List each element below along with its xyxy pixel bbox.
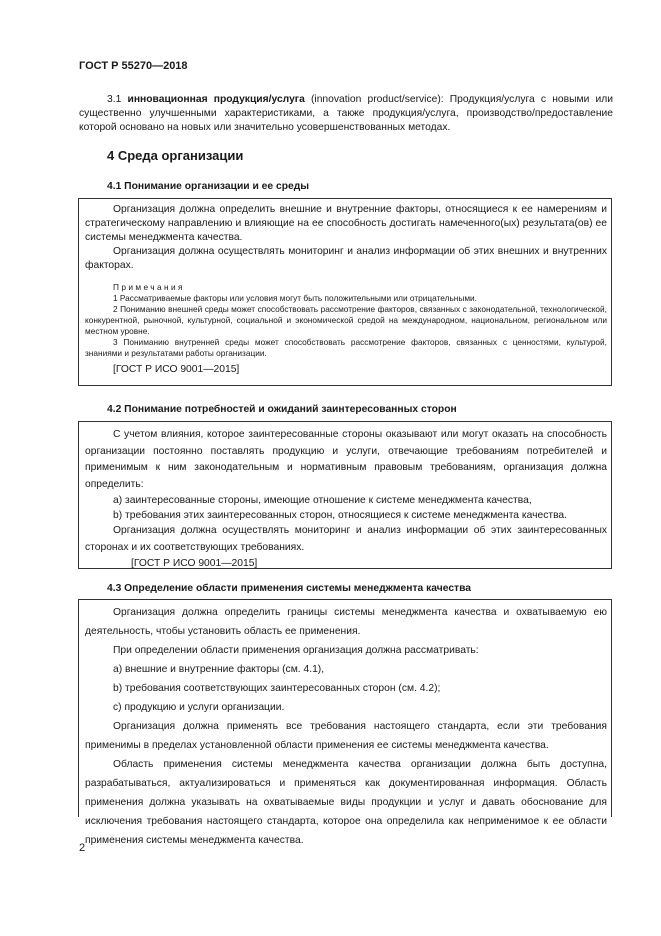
list-item: a) внешние и внутренние факторы (см. 4.1), [113,664,325,675]
section-title: 4 Среда организации [107,148,244,163]
notes-block [85,282,607,359]
page-number: 2 [79,842,86,854]
list-item: c) продукцию и услуги организации. [113,702,285,713]
subsection-title-4-2: 4.2 Понимание потребностей и ожиданий заинтересованных сторон [107,404,457,415]
list-item: b) требования этих заинтересованных сторон, относящиеся к системе менеджмента качества. [113,510,568,521]
paragraph: Организация должна осуществлять мониторинг и анализ информации об этих заинтересованных сторонах и их соответствующих требованиях. [85,525,607,553]
paragraph: Организация должна осуществлять мониторинг и анализ информации об этих внешних и внутренних факторах. [85,246,607,271]
term-number: 3.1 [107,94,122,105]
paragraph: Область применения системы менеджмента качества организации должна быть доступна, разрабатываться, актуализироваться и применяться как документированная информация. Область применения должна указывать на охватываемые виды продукции и услуг и давать обоснование для исключения требования настоящего стандарта, которое она определила как неприменимое к ее области применения системы менеджмента качества. [85,759,607,846]
paragraph: Организация должна определить границы системы менеджмента качества и охватываемую ею деятельность, чтобы установить область ее применения. [85,607,607,637]
note-item: 1 Рассматриваемые факторы или условия могут быть положительными или отрицательными. [113,293,477,303]
paragraph: С учетом влияния, которое заинтересованные стороны оказывают или могут оказать на способность организации постоянно поставлять продукцию и услуги, отвечающие требованиям потребителей и применимым к ним законодательным и нормативным правовым требованиям, организация должна определить: [85,429,607,490]
paragraph: При определении области применения организация должна рассматривать: [113,645,479,656]
quote-box-4-1 [78,198,612,386]
subsection-title-4-3: 4.3 Определение области применения системы менеджмента качества [107,583,472,594]
paragraph: Организация должна применять все требования настоящего стандарта, если эти требования применимы в пределах установленной области применения ее системы менеджмента качества. [85,721,607,751]
note-item: 3 Пониманию внутренней среды может способствовать рассмотрение факторов, связанных с ценностями, культурой, знаниями и результатами работы организации. [85,337,607,358]
list-item: b) требования соответствующих заинтересованных сторон (см. 4.2); [113,683,441,694]
term-name: инновационная продукция/услуга [127,94,305,105]
note-item: 2 Пониманию внешней среды может способствовать рассмотрение факторов, связанных с законодательной, технологической, конкурентной, рыночной, культурной, социальной и экономической средой на международном, национальном, региональном или местном уровне. [85,304,607,336]
quote-box-4-3 [78,599,612,846]
source-reference: [ГОСТ Р ИСО 9001—2015] [131,558,258,569]
paragraph: Организация должна определить внешние и внутренние факторы, относящиеся к ее намерениям и стратегическому направлению и влияющие на ее способность достигать намеченного(ых) результата(ов) ее системы менеджмента качества. [85,204,607,243]
term-english: (innovation product/service) [310,94,441,105]
term-definition [79,93,613,135]
term-text: : Продукция/услуга с новыми или существенно улучшенными характеристиками, а также продукция/услуга, производство/предоставление которой основано на новых или значительно усовершенствованных методах. [79,94,613,133]
notes-title: Примечания [113,282,185,292]
source-reference: [ГОСТ Р ИСО 9001—2015] [113,364,240,375]
document-header: ГОСТ Р 55270—2018 [79,60,188,72]
list-item: a) заинтересованные стороны, имеющие отношение к системе менеджмента качества, [113,495,532,506]
quote-box-4-2 [78,421,612,569]
subsection-title-4-1: 4.1 Понимание организации и ее среды [107,181,310,192]
